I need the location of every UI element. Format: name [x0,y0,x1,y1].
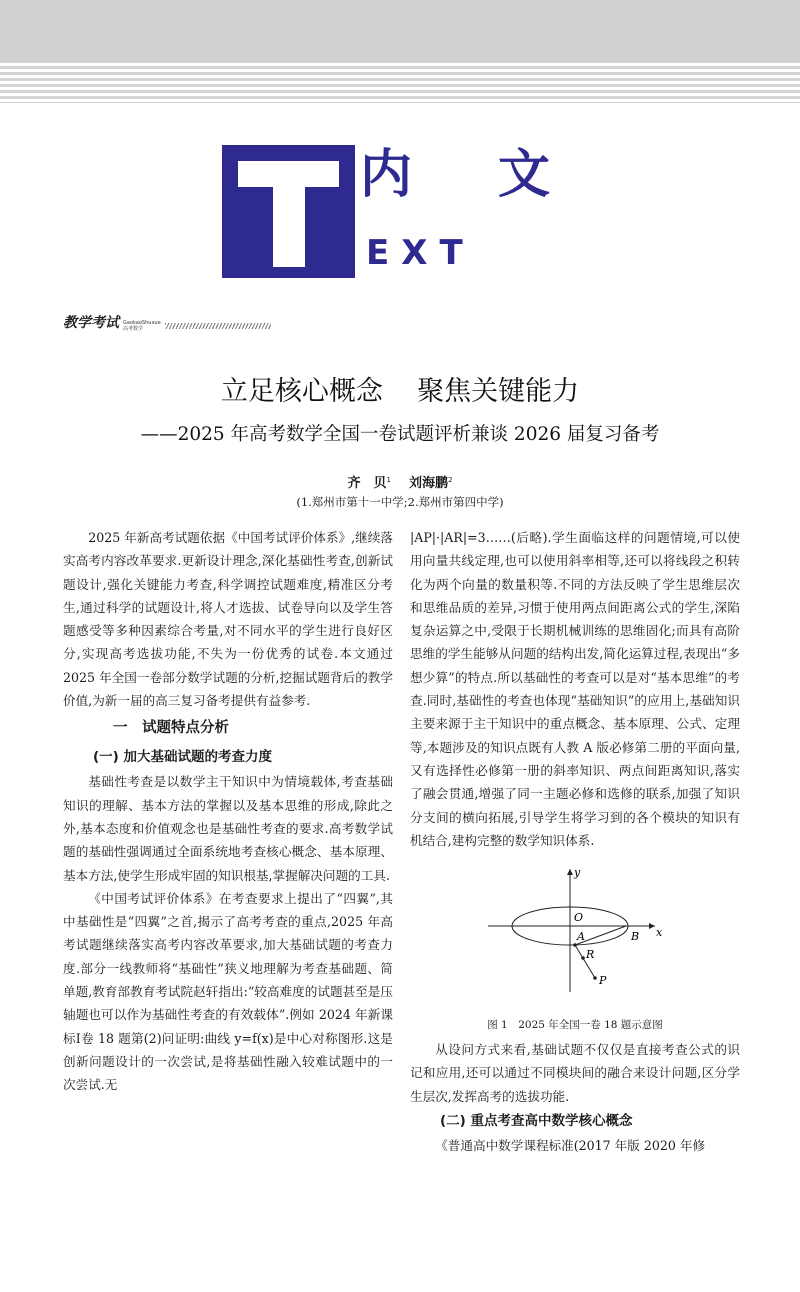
body-paragraph: 从设问方式来看,基础试题不仅仅是直接考查公式的识记和应用,还可以通过不同模块间的融合来设计问题,区分学生层次,发挥高考的选拔功能. [410,1042,740,1104]
article-subtitle: ——2025 年高考数学全国一卷试题评析兼谈 2026 届复习备考 [140,424,660,445]
left-column [63,526,393,1097]
label-B: B [631,930,640,944]
point-P [593,976,597,980]
header-band [0,0,800,103]
subsection-heading-1: (一) 加大基础试题的考查力度 [93,749,273,766]
point-R [581,956,585,960]
journal-sub-cn: 高考数学 [123,326,144,332]
body-paragraph: |AP|·|AR|=3……(后略).学生面临这样的问题情境,可以使用向量共线定理,也可以使用斜率相等,还可以将线段之积转化为两个向量的数量积等.不同的方法反映了学生思维层次和思维品质的差异,习惯于使用两点间距离公式的学生,深陷复杂运算之中,受限于长期机械训练的思维固化;而具有高阶思维的学生能够从问题的结构出发,简化运算过程,表现出“多想少算”的特点.所以基础性的考查可以是对“基本思维”的考查.同时,基础性的考查也体现“基础知识”的应用上,基础知识主要来源于主干知识中的重点概念、基本原理、公式、定理等,本题涉及的知识点既有人教 A 版必修第二册的平面向量,又有选择性必修第一册的斜率知识、两点间距离知识,落实了融会贯通,增强了同一主题必修和选修的联系,加强了知识分支间的横向拓展,引导学生将学习到的各个模块的知识有机结合,建构完整的数学知识体系. [410,530,740,848]
journal-label [63,312,271,332]
author-1: 齐 贝 [347,476,387,491]
right-column [410,526,740,1157]
article-authors [0,470,800,494]
author-affiliation: (1.郑州市第十一中学;2.郑州市第四中学) [296,495,504,509]
label-O: O [574,911,584,925]
section-heading-1: 一 试题特点分析 [113,720,229,737]
subsection-heading-2: (二) 重点考查高中数学核心概念 [440,1113,633,1130]
label-y: y [574,866,581,880]
body-paragraph: 《普通高中数学课程标准(2017 年版 2020 年修 [435,1138,706,1154]
article-title: 立足核心概念 聚焦关键能力 [220,376,580,407]
journal-sub-en: GaokaoShuxue [123,320,161,326]
section-logo-T [222,145,355,278]
body-paragraph: 《中国考试评价体系》在考查要求上提出了“四翼”,其中基础性是“四翼”之首,揭示了高考考查的重点,2025 年高考试题继续落实高考内容改革要求,加大基础试题的考查力度.部分一线教师将“基础性”狭义地理解为考查基础题、简单题,教育部教育考试院赵轩指出:“较高难度的试题甚至是压轴题也可以作为基础性考查的有效载体”.例如 2024 年新课标Ⅰ卷 18 题第(2)问证明:曲线 y=f(x)是中心对称图形.这是创新问题设计的一次尝试,是将基础性融入较难试题中的一次尝试.无 [63,890,393,1093]
figure-1 [410,864,740,1014]
intro-paragraph: 2025 年新高考试题依据《中国考试评价体系》,继续落实高考内容改革要求.更新设计理念,深化基础性考查,创新试题设计,强化关键能力考查,科学调控试题难度,精准区分考生,通过科学的试题设计,将人才选拔、试卷导向以及学生答题感受等多种因素综合考量,对不同水平的学生进行良好区分,实现高考选拔功能,不失为一份优秀的试卷.本文通过 2025 年全国一卷部分数学试题的分析,挖掘试题背后的教学价值,为新一届的高三复习备考提供有益参考. [63,530,393,709]
author-2: 刘海鹏 [409,476,449,491]
body-paragraph: 基础性考查是以数学主干知识中为情境载体,考查基础知识的理解、基本方法的掌握以及基本思维的形成,除此之外,基本态度和价值观念也是基础性考查的要求.高考数学试题的基础性强调通过全面系统地考查核心概念、基本原理、基本方法,使学生形成牢固的知识根基,掌握解决问题的工具. [63,774,393,883]
author-2-sup: 2 [448,476,453,484]
journal-subtitle [123,320,161,332]
label-P: P [599,974,607,988]
journal-name: 教学考试 [63,315,119,331]
point-A [573,943,577,947]
section-title-en: EXT [366,233,475,273]
label-A: A [577,930,585,944]
figure-caption: 图 1 2025 年全国一卷 18 题示意图 [487,1019,663,1032]
author-1-sup: 1 [386,476,391,484]
journal-hatch-decoration [165,323,271,329]
ellipse-diagram [410,864,740,1014]
section-title-cn: 内文 [360,145,637,205]
label-R: R [586,948,595,962]
label-x: x [656,926,663,940]
